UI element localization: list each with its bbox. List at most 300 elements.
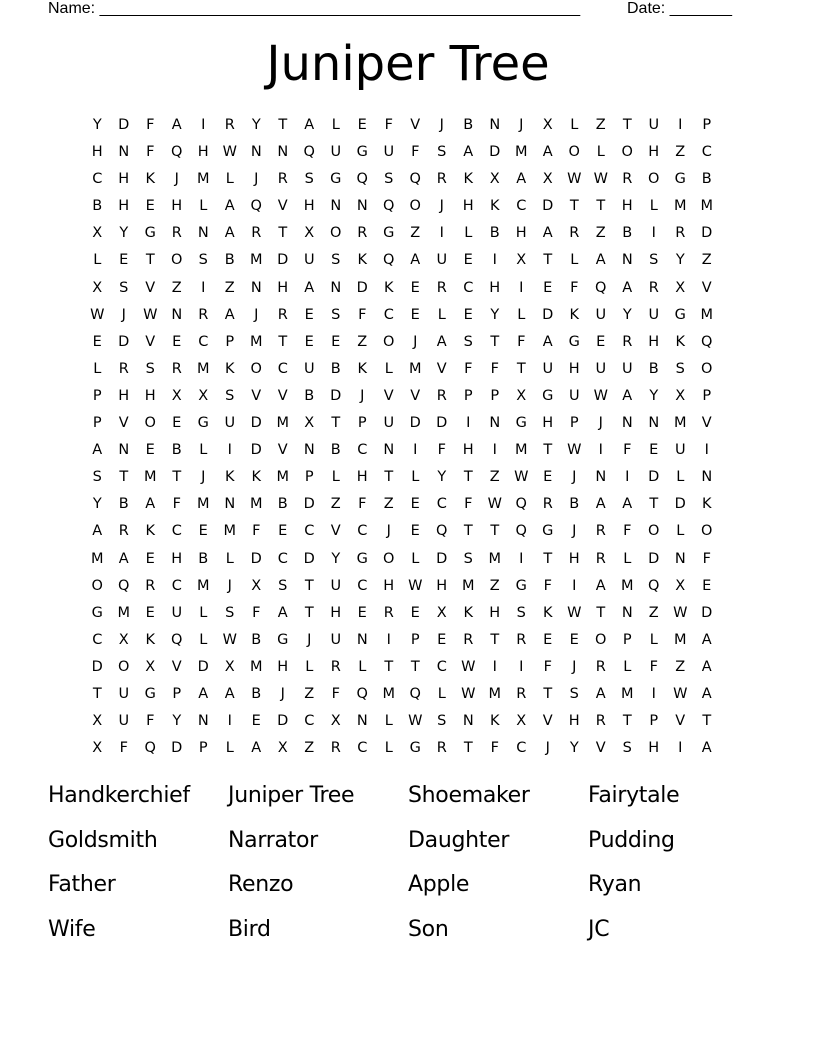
grid-letter: G — [383, 225, 395, 242]
grid-letter: N — [621, 415, 633, 432]
grid-letter: I — [519, 658, 524, 675]
grid-letter: D — [356, 279, 368, 296]
grid-letter: I — [598, 442, 603, 459]
grid-letter: A — [224, 225, 235, 242]
grid-letter: I — [492, 658, 497, 675]
grid-letter: Y — [251, 117, 261, 133]
grid-letter: S — [649, 252, 659, 269]
grid-letter: J — [280, 685, 285, 702]
grid-letter: X — [277, 740, 288, 757]
grid-letter: G — [356, 144, 368, 161]
grid-letter: U — [330, 577, 342, 594]
grid-letter: S — [92, 469, 102, 486]
grid-letter: S — [225, 604, 235, 621]
grid-letter: W — [90, 306, 105, 323]
grid-letter: O — [91, 577, 103, 594]
grid-letter: O — [250, 360, 262, 377]
grid-letter: Z — [675, 144, 686, 161]
grid-letter: H — [171, 550, 183, 567]
grid-letter: H — [356, 469, 368, 486]
grid-letter: E — [357, 117, 367, 133]
grid-letter: G — [144, 225, 156, 242]
grid-letter: Q — [303, 144, 315, 161]
grid-letter: S — [622, 740, 632, 757]
grid-letter: W — [143, 306, 158, 323]
grid-letter: B — [569, 496, 580, 513]
grid-letter: D — [648, 469, 660, 486]
grid-letter: V — [330, 523, 341, 540]
grid-letter: G — [515, 577, 527, 594]
grid-letter: N — [277, 144, 289, 161]
grid-letter: R — [595, 713, 606, 730]
grid-letter: Q — [648, 577, 660, 594]
grid-letter: D — [542, 198, 554, 215]
grid-letter: U — [648, 306, 660, 323]
grid-letter: J — [545, 740, 550, 757]
grid-letter: V — [145, 279, 156, 296]
grid-letter: G — [542, 523, 554, 540]
grid-letter: C — [92, 631, 103, 648]
grid-letter: J — [227, 577, 232, 594]
grid-letter: K — [357, 252, 367, 269]
grid-letter: O — [621, 144, 633, 161]
grid-letter: R — [542, 496, 553, 513]
grid-letter: J — [572, 523, 577, 540]
grid-letter: R — [436, 387, 447, 404]
grid-letter: T — [543, 550, 553, 567]
grid-letter: V — [145, 333, 156, 350]
grid-letter: T — [490, 631, 500, 648]
grid-letter: Y — [675, 252, 685, 269]
grid-letter: L — [649, 198, 658, 215]
grid-letter: X — [198, 387, 209, 404]
grid-letter: L — [331, 117, 340, 133]
grid-letter: I — [466, 415, 471, 432]
grid-letter: R — [330, 740, 341, 757]
grid-letter: D — [197, 658, 209, 675]
grid-letter: Z — [410, 225, 421, 242]
grid-letter: D — [701, 604, 713, 621]
grid-letter: E — [410, 523, 420, 540]
grid-letter: P — [92, 415, 102, 432]
grid-letter: F — [570, 279, 579, 296]
grid-letter: R — [251, 225, 262, 242]
grid-letter: R — [648, 279, 659, 296]
grid-letter: X — [542, 171, 553, 188]
grid-letter: E — [410, 604, 420, 621]
grid-letter: U — [542, 360, 554, 377]
grid-letter: S — [463, 550, 473, 567]
grid-letter: Y — [490, 306, 500, 323]
grid-letter: J — [439, 117, 444, 133]
grid-letter: R — [463, 631, 474, 648]
grid-letter: A — [304, 117, 315, 133]
grid-letter: N — [330, 198, 342, 215]
grid-letter: A — [595, 496, 606, 513]
grid-letter: T — [622, 117, 632, 133]
grid-letter: R — [622, 171, 633, 188]
grid-letter: C — [357, 442, 368, 459]
grid-letter: C — [304, 523, 315, 540]
grid-letter: L — [199, 442, 208, 459]
grid-letter: A — [436, 333, 447, 350]
grid-letter: P — [410, 631, 420, 648]
grid-letter: C — [304, 713, 315, 730]
grid-letter: U — [118, 713, 130, 730]
grid-letter: P — [463, 387, 473, 404]
grid-letter: M — [673, 415, 687, 432]
grid-letter: R — [622, 333, 633, 350]
grid-letter: F — [543, 577, 552, 594]
grid-letter: I — [678, 117, 683, 133]
grid-letter: A — [304, 279, 315, 296]
grid-letter: M — [249, 333, 263, 350]
grid-letter: C — [277, 550, 288, 567]
grid-letter: D — [250, 442, 262, 459]
grid-letter: A — [277, 604, 288, 621]
grid-letter: T — [649, 496, 659, 513]
grid-letter: Q — [383, 252, 395, 269]
grid-letter: H — [144, 387, 156, 404]
grid-letter: L — [623, 550, 632, 567]
grid-letter: M — [90, 550, 104, 567]
grid-letter: F — [384, 117, 393, 133]
grid-letter: F — [358, 496, 367, 513]
grid-letter: T — [490, 523, 500, 540]
grid-letter: A — [542, 225, 553, 242]
grid-letter: N — [303, 442, 315, 459]
grid-letter: A — [224, 198, 235, 215]
word-list-item: Apple — [408, 872, 470, 897]
grid-letter: S — [437, 144, 447, 161]
grid-letter: G — [674, 171, 686, 188]
grid-letter: U — [118, 685, 130, 702]
grid-letter: F — [437, 442, 446, 459]
grid-letter: J — [413, 333, 418, 350]
grid-letter: L — [437, 685, 446, 702]
grid-letter: O — [568, 144, 580, 161]
grid-letter: J — [598, 415, 603, 432]
grid-letter: I — [625, 469, 630, 486]
grid-letter: A — [622, 279, 633, 296]
grid-letter: R — [357, 225, 368, 242]
grid-letter: L — [331, 469, 340, 486]
grid-letter: I — [201, 117, 206, 133]
grid-letter: M — [117, 604, 130, 621]
grid-letter: X — [436, 604, 447, 621]
grid-letter: L — [199, 198, 208, 215]
grid-letter: D — [118, 333, 130, 350]
grid-letter: M — [461, 577, 475, 594]
grid-letter: T — [304, 577, 314, 594]
grid-letter: S — [304, 171, 314, 188]
grid-letter: M — [514, 144, 528, 161]
grid-letter: K — [383, 279, 394, 296]
grid-letter: F — [649, 658, 658, 675]
grid-letter: X — [92, 713, 103, 730]
grid-letter: N — [356, 631, 368, 648]
grid-letter: F — [172, 496, 181, 513]
grid-letter: A — [622, 387, 633, 404]
grid-letter: A — [701, 658, 712, 675]
grid-letter: X — [516, 387, 527, 404]
grid-letter: A — [542, 333, 553, 350]
grid-letter: E — [251, 713, 261, 730]
grid-letter: U — [595, 306, 607, 323]
grid-letter: C — [357, 740, 368, 757]
grid-letter: A — [92, 442, 103, 459]
grid-letter: M — [673, 631, 687, 648]
grid-letter: V — [171, 658, 182, 675]
grid-letter: E — [463, 306, 473, 323]
grid-letter: Z — [171, 279, 182, 296]
grid-letter: W — [673, 685, 688, 702]
grid-letter: Q — [701, 333, 713, 350]
grid-letter: M — [196, 496, 210, 513]
grid-letter: G — [197, 415, 209, 432]
grid-letter: Q — [595, 279, 607, 296]
grid-letter: R — [595, 523, 606, 540]
grid-letter: K — [569, 306, 579, 323]
grid-letter: Z — [489, 469, 500, 486]
grid-letter: E — [198, 523, 208, 540]
grid-letter: J — [254, 171, 259, 188]
grid-letter: E — [145, 198, 155, 215]
grid-letter: R — [145, 577, 156, 594]
grid-letter: Z — [304, 685, 315, 702]
grid-letter: N — [118, 144, 130, 161]
grid-letter: E — [172, 415, 182, 432]
grid-letter: T — [569, 198, 579, 215]
grid-letter: A — [622, 496, 633, 513]
grid-letter: Y — [92, 496, 102, 513]
grid-letter: A — [224, 306, 235, 323]
grid-letter: T — [384, 469, 394, 486]
grid-letter: S — [437, 713, 447, 730]
grid-letter: E — [331, 333, 341, 350]
grid-letter: B — [489, 225, 500, 242]
grid-letter: M — [196, 577, 210, 594]
grid-letter: O — [648, 523, 660, 540]
grid-letter: M — [249, 658, 263, 675]
grid-letter: F — [146, 144, 155, 161]
grid-letter: F — [331, 685, 340, 702]
grid-letter: D — [674, 496, 686, 513]
grid-letter: X — [118, 631, 129, 648]
grid-letter: W — [514, 469, 529, 486]
grid-letter: D — [701, 225, 713, 242]
grid-letter: R — [171, 225, 182, 242]
grid-letter: J — [572, 469, 577, 486]
grid-letter: U — [621, 360, 633, 377]
grid-letter: L — [437, 306, 446, 323]
grid-letter: F — [623, 442, 632, 459]
word-list-item: Shoemaker — [408, 783, 530, 808]
grid-letter: H — [303, 198, 315, 215]
grid-letter: L — [384, 740, 393, 757]
grid-letter: T — [119, 469, 129, 486]
grid-letter: V — [277, 198, 288, 215]
grid-letter: N — [356, 198, 368, 215]
grid-letter: W — [461, 658, 476, 675]
grid-letter: K — [224, 469, 235, 486]
grid-letter: V — [410, 387, 421, 404]
grid-letter: C — [92, 171, 103, 188]
grid-letter: M — [276, 469, 289, 486]
grid-letter: R — [436, 740, 447, 757]
grid-letter: O — [383, 550, 395, 567]
grid-letter: Y — [92, 117, 102, 133]
grid-letter: R — [675, 225, 686, 242]
grid-letter: S — [145, 360, 155, 377]
grid-letter: Q — [171, 631, 183, 648]
grid-letter: W — [567, 171, 582, 188]
grid-letter: T — [278, 117, 288, 133]
grid-letter: D — [118, 117, 130, 133]
grid-letter: L — [225, 550, 234, 567]
grid-letter: L — [596, 144, 605, 161]
grid-letter: H — [436, 577, 448, 594]
grid-letter: X — [92, 225, 103, 242]
grid-letter: R — [118, 523, 129, 540]
grid-letter: L — [199, 631, 208, 648]
grid-letter: B — [330, 360, 341, 377]
grid-letter: T — [304, 604, 314, 621]
grid-letter: O — [330, 225, 342, 242]
grid-letter: H — [648, 740, 660, 757]
grid-letter: E — [145, 550, 155, 567]
grid-letter: R — [516, 631, 527, 648]
grid-letter: X — [542, 117, 553, 133]
grid-letter: F — [252, 523, 261, 540]
grid-letter: B — [224, 252, 235, 269]
grid-letter: A — [145, 496, 156, 513]
grid-letter: P — [92, 387, 102, 404]
grid-letter: W — [487, 496, 502, 513]
grid-letter: U — [303, 360, 315, 377]
grid-letter: T — [543, 442, 553, 459]
word-list-item: Fairytale — [588, 783, 680, 808]
grid-letter: E — [543, 279, 553, 296]
grid-letter: A — [118, 550, 129, 567]
grid-letter: J — [254, 306, 259, 323]
grid-letter: N — [171, 306, 183, 323]
grid-letter: Y — [622, 306, 632, 323]
grid-letter: K — [251, 469, 261, 486]
grid-letter: T — [622, 713, 632, 730]
grid-letter: G — [144, 685, 156, 702]
grid-letter: S — [119, 279, 129, 296]
grid-letter: Y — [172, 713, 182, 730]
grid-letter: M — [143, 469, 157, 486]
grid-letter: I — [519, 550, 524, 567]
grid-letter: U — [595, 360, 607, 377]
grid-letter: N — [648, 415, 660, 432]
grid-letter: W — [567, 442, 582, 459]
grid-letter: F — [490, 360, 499, 377]
grid-letter: B — [463, 117, 474, 133]
grid-letter: Z — [224, 279, 235, 296]
grid-letter: X — [92, 279, 103, 296]
grid-letter: E — [596, 333, 606, 350]
grid-letter: Y — [649, 387, 659, 404]
grid-letter: L — [676, 469, 685, 486]
grid-letter: A — [463, 144, 474, 161]
grid-letter: F — [411, 144, 420, 161]
grid-letter: A — [198, 685, 209, 702]
grid-letter: Q — [118, 577, 130, 594]
grid-letter: C — [171, 523, 182, 540]
grid-letter: S — [675, 360, 685, 377]
word-list-item: Wife — [48, 916, 96, 942]
grid-letter: R — [595, 550, 606, 567]
grid-letter: K — [463, 604, 473, 621]
grid-letter: A — [595, 252, 606, 269]
grid-letter: N — [489, 415, 501, 432]
grid-letter: H — [197, 144, 209, 161]
grid-letter: C — [701, 144, 712, 161]
grid-letter: W — [222, 144, 237, 161]
grid-letter: H — [648, 144, 660, 161]
grid-letter: S — [331, 252, 341, 269]
grid-letter: B — [198, 550, 209, 567]
grid-letter: A — [251, 740, 262, 757]
grid-letter: M — [620, 685, 634, 702]
grid-letter: X — [516, 713, 527, 730]
word-list-item: Pudding — [588, 827, 675, 853]
grid-letter: E — [649, 442, 659, 459]
grid-letter: E — [410, 306, 420, 323]
grid-letter: J — [572, 658, 577, 675]
grid-letter: N — [250, 144, 262, 161]
grid-letter: M — [514, 442, 528, 459]
grid-letter: M — [382, 685, 395, 702]
name-field-label: Name: ______________________________________________________ — [48, 0, 581, 17]
word-list-item: Ryan — [588, 872, 642, 897]
grid-letter: E — [543, 469, 553, 486]
grid-letter: Q — [515, 523, 527, 540]
grid-letter: Z — [595, 117, 606, 133]
grid-letter: A — [224, 685, 235, 702]
grid-letter: W — [673, 604, 688, 621]
grid-letter: J — [174, 171, 179, 188]
grid-letter: P — [490, 387, 500, 404]
grid-letter: Y — [119, 225, 129, 242]
grid-letter: L — [649, 631, 658, 648]
grid-letter: Z — [330, 496, 341, 513]
grid-letter: K — [145, 523, 155, 540]
grid-letter: X — [489, 171, 500, 188]
grid-letter: T — [543, 685, 553, 702]
grid-letter: J — [519, 117, 524, 133]
grid-letter: R — [277, 171, 288, 188]
grid-letter: P — [225, 333, 235, 350]
grid-letter: K — [145, 631, 155, 648]
grid-letter: K — [701, 496, 712, 513]
grid-letter: R — [569, 225, 580, 242]
grid-letter: T — [145, 252, 155, 269]
grid-letter: O — [383, 333, 395, 350]
grid-letter: G — [674, 306, 686, 323]
grid-letter: L — [93, 252, 102, 269]
grid-letter: H — [489, 279, 501, 296]
grid-letter: T — [278, 333, 288, 350]
grid-letter: U — [568, 387, 580, 404]
grid-letter: J — [201, 469, 206, 486]
grid-letter: N — [224, 496, 236, 513]
grid-letter: D — [277, 252, 289, 269]
grid-letter: X — [224, 658, 235, 675]
